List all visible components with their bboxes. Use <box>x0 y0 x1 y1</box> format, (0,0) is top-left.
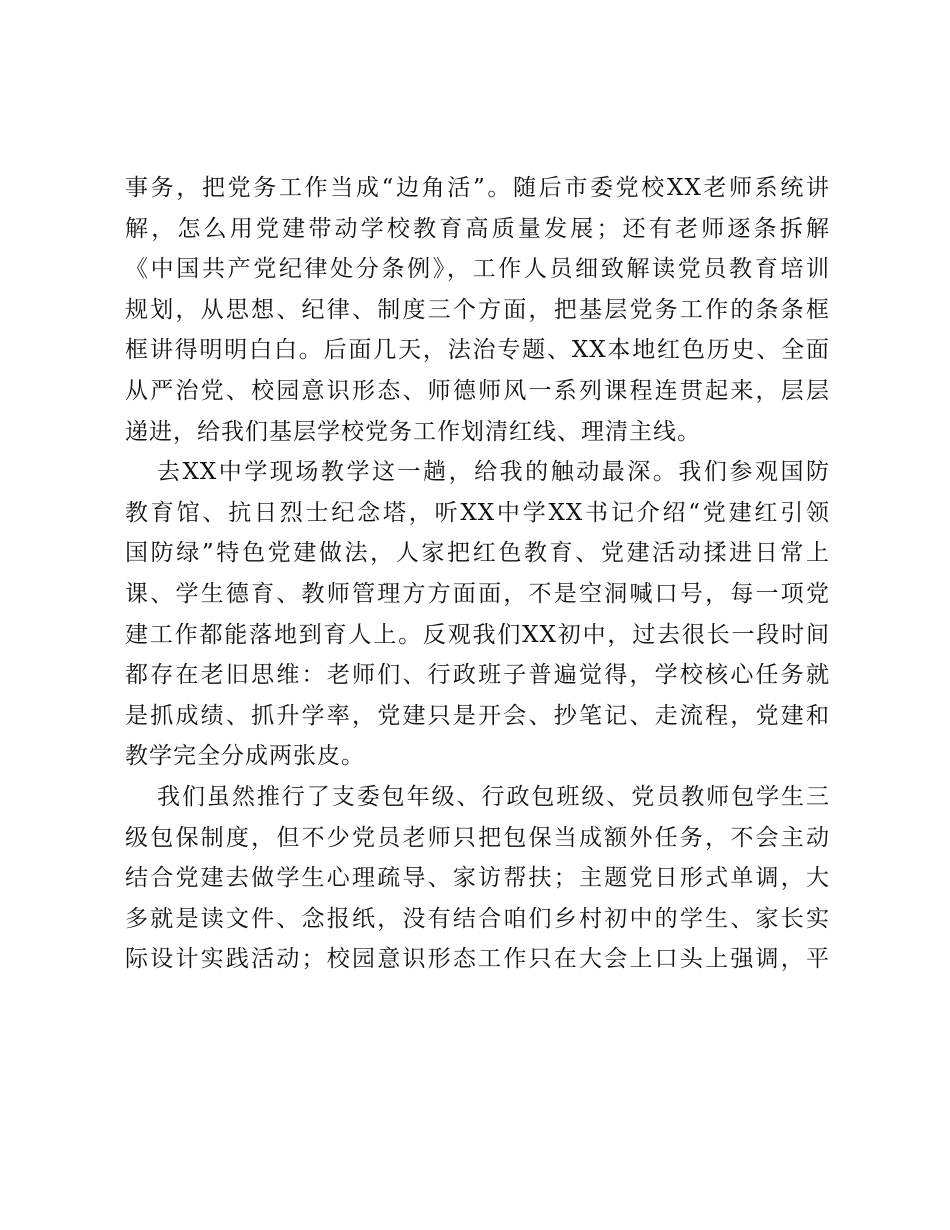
text-line: 国防绿”特色党建做法，人家把红色教育、党建活动揉进日常上 <box>125 540 830 567</box>
text-line: 《中国共产党纪律处分条例》，工作人员细致解读党员教育培训 <box>125 256 830 283</box>
text-line: 教学完全分成两张皮。 <box>125 743 365 770</box>
text-line: 递进，给我们基层学校党务工作划清红线、理清主线。 <box>125 418 701 445</box>
body-text <box>125 168 830 980</box>
text-line: 级包保制度，但不少党员老师只把包保当成额外任务，不会主动 <box>125 824 830 851</box>
text-line: 是抓成绩、抓升学率，党建只是开会、抄笔记、走流程，党建和 <box>125 702 830 729</box>
text-line: 解，怎么用党建带动学校教育高质量发展；还有老师逐条拆解 <box>125 215 830 242</box>
text-line: 从严治党、校园意识形态、师德师风一系列课程连贯起来，层层 <box>125 377 830 404</box>
text-line: 课、学生德育、教师管理方方面面，不是空洞喊口号，每一项党 <box>125 580 830 607</box>
text-line: 结合党建去做学生心理疏导、家访帮扶；主题党日形式单调，大 <box>125 865 830 892</box>
text-line: 去XX中学现场教学这一趟，给我的触动最深。我们参观国防 <box>157 459 830 486</box>
text-line: 我们虽然推行了支委包年级、行政包班级、党员教师包学生三 <box>157 783 830 810</box>
text-line: 建工作都能落地到育人上。反观我们XX初中，过去很长一段时间 <box>125 621 830 648</box>
text-line: 都存在老旧思维：老师们、行政班子普遍觉得，学校核心任务就 <box>125 662 830 689</box>
text-line: 框讲得明明白白。后面几天，法治专题、XX本地红色历史、全面 <box>125 337 830 364</box>
text-line: 多就是读文件、念报纸，没有结合咱们乡村初中的学生、家长实 <box>125 905 830 932</box>
text-line: 教育馆、抗日烈士纪念塔，听XX中学XX书记介绍“党建红引领 <box>125 499 830 526</box>
text-line: 事务，把党务工作当成“边角活”。随后市委党校XX老师系统讲 <box>125 175 830 201</box>
text-line: 规划，从思想、纪律、制度三个方面，把基层党务工作的条条框 <box>125 296 830 323</box>
text-line: 际设计实践活动；校园意识形态工作只在大会上口头上强调，平 <box>125 946 830 973</box>
